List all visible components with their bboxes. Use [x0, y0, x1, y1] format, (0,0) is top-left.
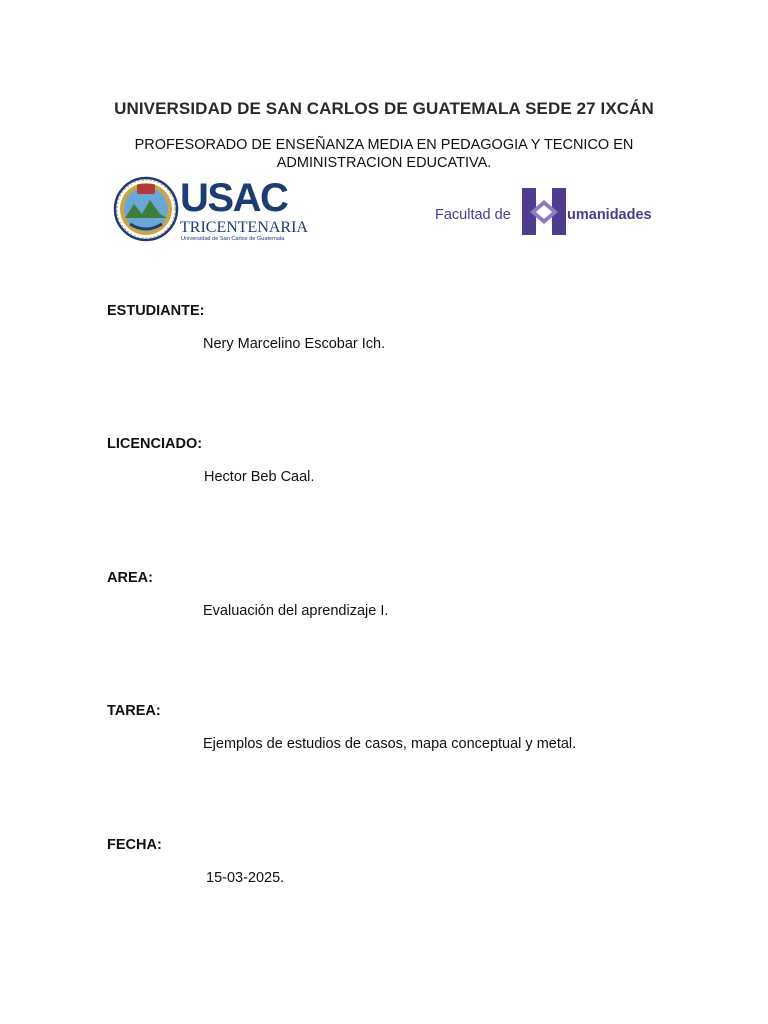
teacher-label: LICENCIADO:: [107, 436, 203, 452]
humanidades-h-icon: [432, 184, 664, 238]
date-value: 15-03-2025.: [206, 870, 285, 886]
area-value: Evaluación del aprendizaje I.: [203, 603, 389, 619]
humanidades-logo: [432, 184, 664, 238]
humanidades-suffix: umanidades: [567, 207, 652, 223]
humanidades-prefix: Facultad de: [435, 207, 511, 223]
usac-acronym: USAC: [180, 176, 288, 220]
program-subtitle: PROFESORADO DE ENSEÑANZA MEDIA EN PEDAGOGIA Y TECNICO EN ADMINISTRACION EDUCATIVA.: [134, 137, 634, 171]
teacher-value: Hector Beb Caal.: [204, 469, 315, 485]
usac-tagline: TRICENTENARIA: [180, 219, 308, 236]
university-title: UNIVERSIDAD DE SAN CARLOS DE GUATEMALA SEDE 27 IXCÁN: [114, 99, 654, 118]
task-label: TAREA:: [107, 703, 161, 719]
usac-logo: [112, 174, 312, 244]
student-value: Nery Marcelino Escobar Ich.: [203, 336, 386, 352]
date-label: FECHA:: [107, 837, 162, 853]
usac-seal-icon: [112, 174, 312, 244]
area-label: AREA:: [107, 570, 153, 586]
usac-caption: Universidad de San Carlos de Guatemala: [181, 236, 285, 242]
task-value: Ejemplos de estudios de casos, mapa conceptual y metal.: [203, 736, 577, 752]
student-label: ESTUDIANTE:: [107, 303, 205, 319]
